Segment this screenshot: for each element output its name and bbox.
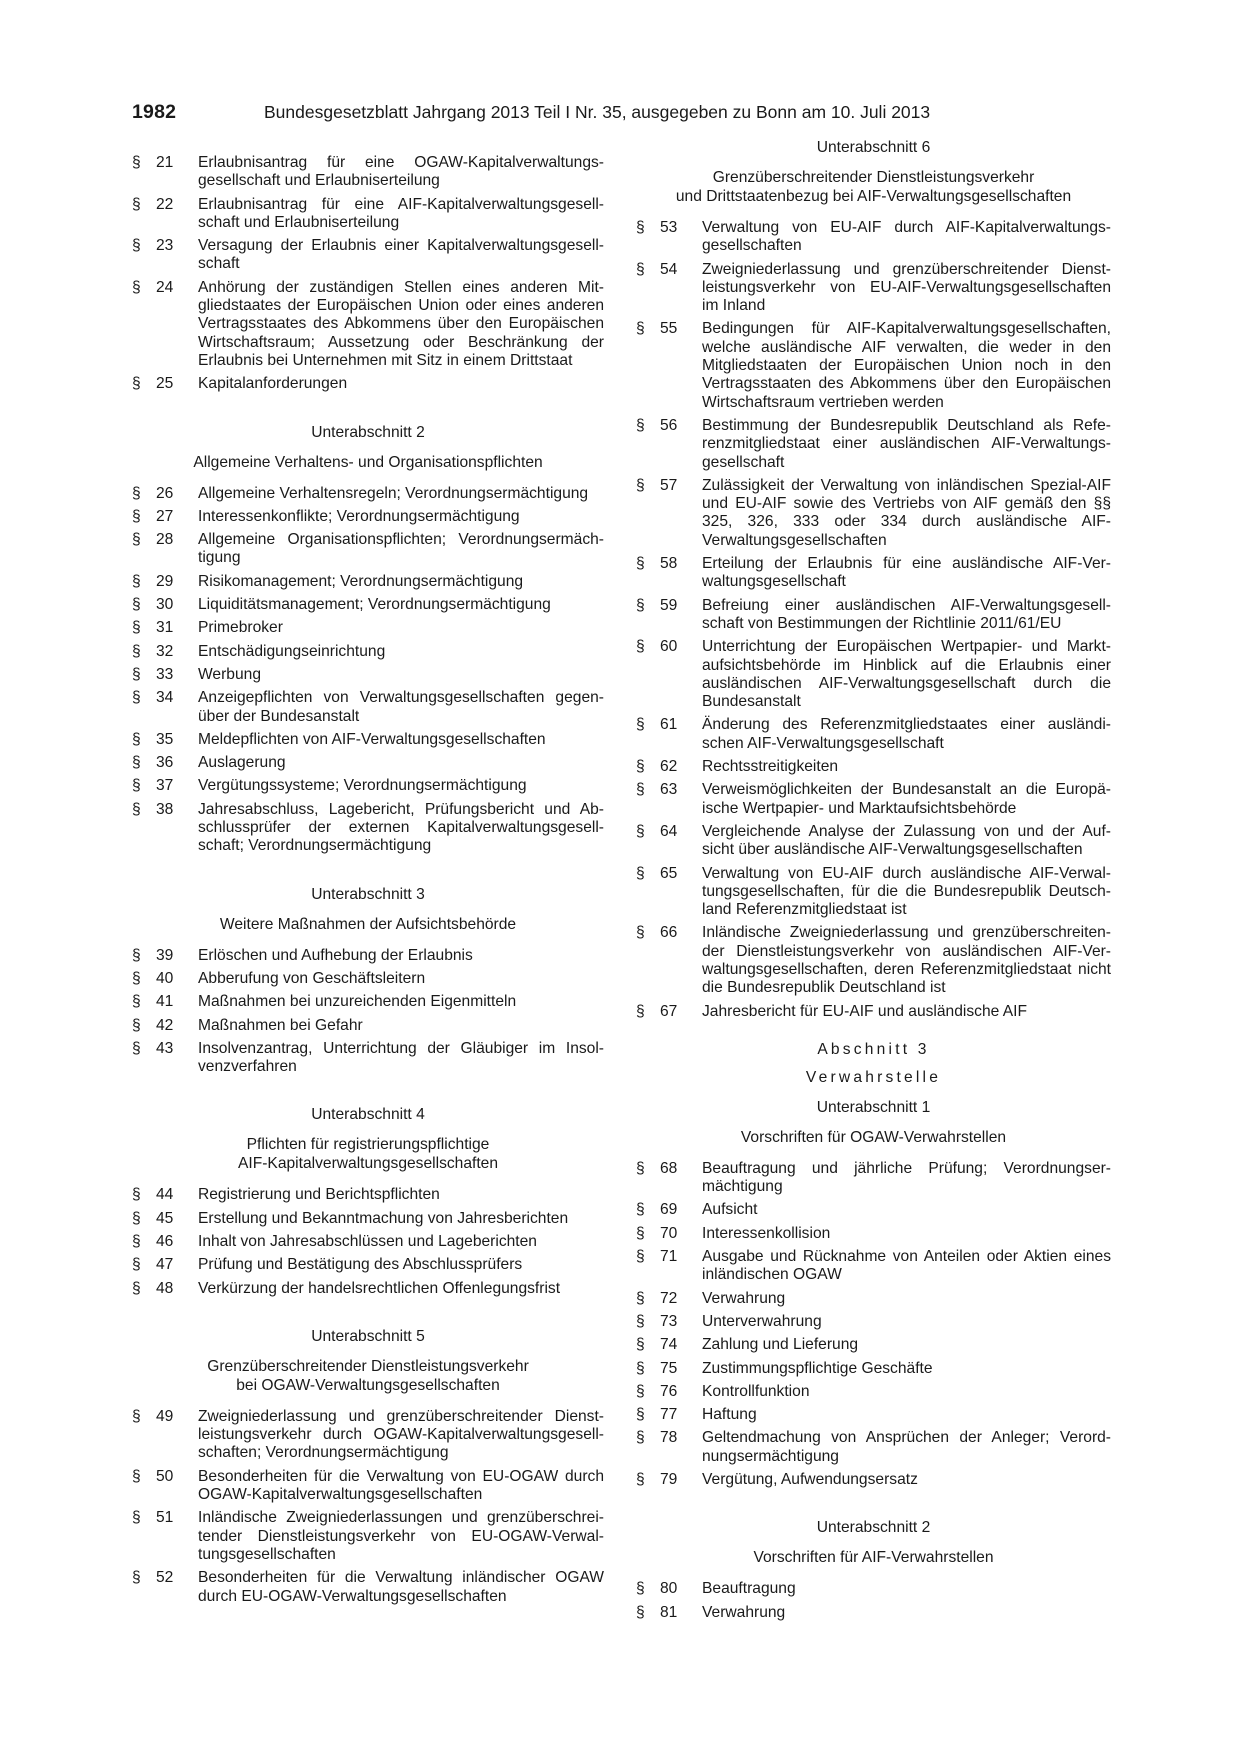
section-symbol: § — [132, 969, 141, 987]
toc-entry — [132, 1280, 604, 1298]
toc-entry — [636, 1429, 1111, 1466]
toc-entry — [132, 1408, 604, 1463]
subsection-block — [132, 423, 604, 856]
section-title: Insolvenzantrag, Unterrichtung der Gläubiger im Insol-venzverfahren — [198, 1039, 604, 1076]
section-title: Risikomanagement; Verordnungsermächtigung — [198, 572, 524, 590]
section-title: Zulässigkeit der Verwaltung von inländischen Spezial-AIF und EU-AIF sowie des Vertriebs von AIF gemäß den §§ 325, 326, 333 oder 334 durch ausländische AIF-Verwaltungsgesellschaften — [702, 476, 1111, 549]
section-number: 81 — [660, 1603, 678, 1621]
toc-entry — [132, 1210, 604, 1228]
section-symbol: § — [636, 1336, 645, 1354]
section-symbol: § — [636, 1159, 645, 1177]
section-symbol: § — [636, 1359, 645, 1377]
toc-entry — [636, 1471, 1111, 1489]
toc-entry — [132, 731, 604, 749]
toc-entry — [132, 196, 604, 233]
section-title: Kontrollfunktion — [702, 1382, 810, 1400]
section-title: Allgemeine Organisationspflichten; Verordnungsermäch-tigung — [198, 531, 604, 567]
section-title: Aufsicht — [702, 1201, 758, 1219]
section-number: 71 — [660, 1248, 678, 1266]
section-symbol: § — [132, 1186, 141, 1204]
toc-entry — [132, 1017, 604, 1035]
abschnitt-title: Verwahrstelle — [805, 1068, 942, 1086]
subsection-heading: Unterabschnitt 3 — [311, 885, 425, 903]
toc-entry — [132, 947, 604, 965]
section-symbol: § — [132, 1209, 141, 1227]
subsection-heading: Unterabschnitt 6 — [816, 139, 931, 156]
section-symbol: § — [132, 237, 141, 255]
section-symbol: § — [636, 716, 645, 734]
section-number: 39 — [156, 946, 174, 964]
section-symbol: § — [636, 1312, 645, 1330]
section-number: 32 — [156, 642, 174, 660]
toc-entry — [636, 597, 1111, 634]
section-symbol: § — [132, 1569, 141, 1587]
section-number: 67 — [660, 1002, 678, 1020]
toc-entry — [636, 1360, 1111, 1378]
section-symbol: § — [636, 476, 645, 494]
section-number: 76 — [660, 1382, 678, 1400]
section-title: Haftung — [702, 1406, 757, 1424]
section-symbol: § — [636, 1289, 645, 1307]
section-title: Jahresabschluss, Lagebericht, Prüfungsbericht und Ab-schlussprüfer der externen Kapitalverwaltungsgesell-schaft; Verordnungsermächtigung — [198, 800, 604, 855]
toc-entry — [132, 777, 604, 795]
section-symbol: § — [636, 1382, 645, 1400]
section-symbol: § — [132, 754, 141, 772]
section-title: Maßnahmen bei unzureichenden Eigenmitteln — [198, 993, 517, 1011]
section-symbol: § — [132, 1039, 141, 1057]
section-number: 44 — [156, 1186, 174, 1204]
toc-entry — [636, 1160, 1111, 1197]
toc-entry — [132, 531, 604, 568]
toc-entry — [132, 1233, 604, 1251]
toc-entry — [636, 758, 1111, 776]
section-title: Erteilung der Erlaubnis für eine ausländische AIF-Ver-waltungsgesellschaft — [702, 555, 1111, 591]
toc-entry-list — [132, 947, 604, 1077]
section-number: 49 — [156, 1407, 174, 1425]
section-symbol: § — [132, 507, 141, 525]
section-title: Zweigniederlassung und grenzüberschreitender Dienst-leistungsverkehr durch OGAW-Kapitalverwaltungsgesell-schaften; Verordnungsermächtigung — [198, 1407, 604, 1462]
toc-entry — [132, 508, 604, 526]
section-symbol: § — [132, 1509, 141, 1527]
toc-entry — [636, 477, 1111, 550]
abschnitt-label: Abschnitt 3 — [817, 1040, 930, 1058]
section-title: Kapitalanforderungen — [198, 375, 348, 393]
section-title: Verkürzung der handelsrechtlichen Offenlegungsfrist — [198, 1279, 561, 1297]
section-number: 65 — [660, 864, 678, 882]
section-symbol: § — [132, 375, 141, 393]
toc-entry — [636, 219, 1111, 256]
section-symbol: § — [132, 278, 141, 296]
section-title: Entschädigungseinrichtung — [198, 642, 386, 660]
toc-entry — [636, 1290, 1111, 1308]
section-title: Bedingungen für AIF-Kapitalverwaltungsgesellschaften, welche ausländische AIF verwalten, die weder in den Mitgliedstaaten der Europäischen Union noch in den Vertragsstaaten des Abkommens über den Europäischen Wirtschaftsraum vertrieben werden — [702, 320, 1111, 411]
section-title: Rechtsstreitigkeiten — [702, 758, 839, 776]
section-title: Erlaubnisantrag für eine OGAW-Kapitalverwaltungs-gesellschaft und Erlaubniserteilung — [198, 154, 604, 190]
toc-entry — [636, 716, 1111, 753]
toc-entry — [636, 555, 1111, 592]
toc-entry — [132, 643, 604, 661]
section-symbol: § — [132, 1016, 141, 1034]
toc-entry — [132, 573, 604, 591]
section-number: 78 — [660, 1429, 678, 1447]
section-number: 38 — [156, 800, 174, 818]
toc-entry — [132, 801, 604, 856]
section-title: Primebroker — [198, 619, 283, 637]
section-number: 51 — [156, 1509, 174, 1527]
toc-entry — [636, 781, 1111, 818]
section-symbol: § — [132, 1279, 141, 1297]
section-number: 25 — [156, 375, 174, 393]
toc-entry — [132, 619, 604, 637]
toc-entry-list — [132, 1186, 604, 1297]
section-symbol: § — [636, 1429, 645, 1447]
toc-entry — [132, 1040, 604, 1077]
toc-entry — [636, 865, 1111, 920]
toc-entry — [132, 1509, 604, 1564]
section-title: Bestimmung der Bundesrepublik Deutschland als Refe-renzmitgliedstaat einer ausländischen AIF-Verwaltungs-gesellschaft — [702, 416, 1111, 471]
section-number: 41 — [156, 993, 174, 1011]
section-number: 28 — [156, 531, 174, 549]
section-symbol: § — [636, 638, 645, 656]
toc-entry — [636, 1336, 1111, 1354]
section-number: 33 — [156, 665, 174, 683]
subsection-title: Allgemeine Verhaltens- und Organisationspflichten — [193, 453, 543, 471]
section-symbol: § — [132, 572, 141, 590]
section-title: Geltendmachung von Ansprüchen der Anleger; Verord-nungsermächtigung — [702, 1429, 1111, 1465]
section-symbol: § — [636, 1471, 645, 1489]
subsection-title: Grenzüberschreitender Dienstleistungsverkehr bei OGAW-Verwaltungsgesellschaften — [207, 1357, 529, 1394]
section-symbol: § — [636, 864, 645, 882]
section-number: 31 — [156, 619, 174, 637]
section-number: 56 — [660, 416, 678, 434]
section-number: 26 — [156, 484, 174, 502]
section-symbol: § — [132, 642, 141, 660]
section-symbol: § — [636, 822, 645, 840]
section-symbol: § — [636, 924, 645, 942]
toc-entry — [636, 1248, 1111, 1285]
section-title: Vergütungssysteme; Verordnungsermächtigung — [198, 777, 527, 795]
section-symbol: § — [132, 665, 141, 683]
section-number: 70 — [660, 1224, 678, 1242]
section-number: 48 — [156, 1279, 174, 1297]
section-symbol: § — [636, 1002, 645, 1020]
section-number: 69 — [660, 1201, 678, 1219]
section-symbol: § — [132, 777, 141, 795]
section-title: Versagung der Erlaubnis einer Kapitalverwaltungsgesell-schaft — [198, 237, 604, 273]
section-number: 68 — [660, 1159, 678, 1177]
section-number: 77 — [660, 1406, 678, 1424]
section-title: Befreiung einer ausländischen AIF-Verwaltungsgesell-schaft von Bestimmungen der Richtlinie 2011/61/EU — [702, 596, 1111, 632]
section-number: 54 — [660, 260, 678, 278]
section-symbol: § — [636, 260, 645, 278]
section-number: 36 — [156, 754, 174, 772]
toc-entry — [132, 1186, 604, 1204]
section-number: 52 — [156, 1569, 174, 1587]
section-symbol: § — [132, 1407, 141, 1425]
section-symbol: § — [636, 1201, 645, 1219]
section-title: Auslagerung — [198, 754, 286, 772]
section-title: Unterverwahrung — [702, 1312, 822, 1330]
section-number: 47 — [156, 1256, 174, 1274]
section-title: Liquiditätsmanagement; Verordnungsermächtigung — [198, 596, 551, 614]
subsection-heading: Unterabschnitt 5 — [311, 1327, 425, 1345]
section-title: Inhalt von Jahresabschlüssen und Lageberichten — [198, 1232, 537, 1250]
toc-entry — [132, 1468, 604, 1505]
toc-entry — [636, 1003, 1111, 1021]
subsection-block — [636, 1098, 1111, 1489]
section-title: Meldepflichten von AIF-Verwaltungsgesellschaften — [198, 730, 546, 748]
subsection-heading: Unterabschnitt 2 — [816, 1519, 931, 1537]
section-symbol: § — [636, 758, 645, 776]
section-title: Interessenkollision — [702, 1224, 831, 1242]
section-number: 75 — [660, 1359, 678, 1377]
section-title: Änderung des Referenzmitgliedstaates einer ausländi-schen AIF-Verwaltungsgesellschaft — [702, 716, 1111, 752]
subsection-block — [636, 1518, 1111, 1622]
toc-entry — [132, 1569, 604, 1606]
section-number: 30 — [156, 596, 174, 614]
subsection-block — [132, 1105, 604, 1297]
section-symbol: § — [636, 320, 645, 338]
toc-entry — [132, 375, 604, 393]
toc-entry — [132, 754, 604, 772]
toc-entry — [132, 154, 604, 191]
section-symbol: § — [132, 1467, 141, 1485]
section-number: 55 — [660, 320, 678, 338]
section-title: Interessenkonflikte; Verordnungsermächtigung — [198, 507, 520, 525]
section-number: 62 — [660, 758, 678, 776]
section-title: Werbung — [198, 665, 261, 683]
section-number: 74 — [660, 1336, 678, 1354]
section-number: 72 — [660, 1289, 678, 1307]
section-symbol: § — [132, 1232, 141, 1250]
abschnitt-block — [636, 1040, 1111, 1087]
section-symbol: § — [132, 195, 141, 213]
section-symbol: § — [132, 993, 141, 1011]
section-symbol: § — [636, 1406, 645, 1424]
section-title: Erlöschen und Aufhebung der Erlaubnis — [198, 946, 473, 964]
section-title: Verwahrung — [702, 1603, 786, 1621]
toc-entry — [132, 279, 604, 370]
section-title: Allgemeine Verhaltensregeln; Verordnungsermächtigung — [198, 484, 589, 502]
toc-entry — [636, 1604, 1111, 1622]
section-title: Inländische Zweigniederlassungen und grenzüberschrei-tender Dienstleistungsverkehr von EU-OGAW-Verwal-tungsgesellschaften — [198, 1509, 604, 1563]
toc-entry — [636, 924, 1111, 997]
toc-entry-list — [636, 219, 1111, 1021]
section-title: Unterrichtung der Europäischen Wertpapier- und Markt-aufsichtsbehörde im Hinblick auf die Erlaubnis einer ausländischen AIF-Verwaltungsgesellschaft durch die Bundesanstalt — [702, 638, 1111, 711]
section-symbol: § — [636, 781, 645, 799]
section-number: 50 — [156, 1467, 174, 1485]
subsection-title: Vorschriften für OGAW-Verwahrstellen — [740, 1128, 1007, 1146]
toc-entry — [132, 993, 604, 1011]
section-title: Verwaltung von EU-AIF durch AIF-Kapitalverwaltungs-gesellschaften — [702, 219, 1111, 255]
section-title: Maßnahmen bei Gefahr — [198, 1016, 363, 1034]
section-symbol: § — [636, 555, 645, 573]
toc-entry — [636, 1580, 1111, 1598]
section-number: 63 — [660, 781, 678, 799]
section-number: 79 — [660, 1471, 678, 1489]
toc-entry — [636, 417, 1111, 472]
toc-entry — [132, 237, 604, 274]
right-sections-first — [636, 138, 1111, 1021]
section-number: 29 — [156, 572, 174, 590]
toc-entry — [132, 689, 604, 726]
section-title: Anhörung der zuständigen Stellen eines anderen Mit-gliedstaates der Europäischen Union oder eines anderen Vertragsstaates des Abkommens über den Europäischen Wirtschaftsraum; Aussetzung oder Beschränkung der Erlaubnis bei Unternehmen mit Sitz in einem Drittstaat — [198, 278, 604, 369]
subsection-heading: Unterabschnitt 2 — [311, 423, 425, 441]
toc-entry — [636, 823, 1111, 860]
section-number: 42 — [156, 1016, 174, 1034]
section-symbol: § — [636, 1580, 645, 1598]
subsection-title: Weitere Maßnahmen der Aufsichtsbehörde — [219, 915, 517, 933]
section-title: Abberufung von Geschäftsleitern — [198, 969, 426, 987]
section-symbol: § — [132, 619, 141, 637]
right-column — [636, 139, 1111, 1627]
section-symbol: § — [132, 689, 141, 707]
right-sections-after — [636, 1098, 1111, 1622]
toc-entry-list — [636, 1580, 1111, 1622]
section-title: Beauftragung und jährliche Prüfung; Verordnungser-mächtigung — [702, 1159, 1111, 1196]
section-number: 73 — [660, 1312, 678, 1330]
left-column — [132, 154, 604, 1611]
subsection-title: Grenzüberschreitender Dienstleistungsverkehr und Drittstaatenbezug bei AIF-Verwaltungsgesellschaften — [675, 169, 1072, 205]
section-number: 57 — [660, 476, 678, 494]
toc-entry — [636, 1201, 1111, 1219]
toc-entry — [636, 638, 1111, 711]
section-number: 80 — [660, 1580, 678, 1598]
section-title: Verweismöglichkeiten der Bundesanstalt an die Europä-ische Wertpapier- und Marktaufsichtsbehörde — [702, 781, 1111, 817]
section-title: Beauftragung — [702, 1580, 796, 1598]
toc-entry — [132, 485, 604, 503]
section-title: Registrierung und Berichtspflichten — [198, 1186, 440, 1204]
toc-entry — [636, 1225, 1111, 1243]
subsection-heading: Unterabschnitt 4 — [311, 1106, 425, 1124]
section-number: 66 — [660, 924, 678, 942]
section-number: 43 — [156, 1039, 174, 1057]
toc-entry — [636, 1313, 1111, 1331]
section-number: 60 — [660, 638, 678, 656]
toc-entry-list — [132, 1408, 604, 1606]
section-title: Anzeigepflichten von Verwaltungsgesellschaften gegen-über der Bundesanstalt — [198, 689, 604, 725]
section-number: 61 — [660, 716, 678, 734]
running-title: Bundesgesetzblatt Jahrgang 2013 Teil I Nr. 35, ausgegeben zu Bonn am 10. Juli 2013 — [264, 102, 931, 122]
toc-entry — [636, 1406, 1111, 1424]
section-symbol: § — [132, 531, 141, 549]
toc-entry — [636, 320, 1111, 411]
subsection-title: Vorschriften für AIF-Verwahrstellen — [753, 1549, 994, 1567]
section-symbol: § — [636, 219, 645, 236]
toc-entry — [132, 596, 604, 614]
toc-entry — [636, 1383, 1111, 1401]
section-symbol: § — [636, 1603, 645, 1621]
section-symbol: § — [132, 596, 141, 614]
section-title: Prüfung und Bestätigung des Abschlussprüfers — [198, 1256, 523, 1274]
section-title: Besonderheiten für die Verwaltung inländischer OGAW durch EU-OGAW-Verwaltungsgesellschaften — [198, 1569, 604, 1605]
section-title: Inländische Zweigniederlassung und grenzüberschreiten-der Dienstleistungsverkehr von ausländischen AIF-Ver-waltungsgesellschaften, deren Referenzmitgliedstaat nicht die Bundesrepublik Deutschland ist — [702, 924, 1111, 997]
section-title: Verwaltung von EU-AIF durch ausländische AIF-Verwal-tungsgesellschaften, für die die Bundesrepublik Deutsch-land Referenzmitgliedstaat ist — [702, 864, 1111, 919]
subsection-block — [132, 1327, 604, 1606]
section-symbol: § — [636, 1248, 645, 1266]
section-title: Erlaubnisantrag für eine AIF-Kapitalverwaltungsgesell-schaft und Erlaubniserteilung — [198, 195, 604, 231]
section-number: 59 — [660, 596, 678, 614]
toc-entry-list — [132, 485, 604, 856]
section-title: Besonderheiten für die Verwaltung von EU-OGAW durch OGAW-Kapitalverwaltungsgesellschaften — [198, 1467, 604, 1504]
section-symbol: § — [132, 730, 141, 748]
section-title: Erstellung und Bekanntmachung von Jahresberichten — [198, 1209, 569, 1227]
section-number: 23 — [156, 237, 174, 255]
section-title: Vergleichende Analyse der Zulassung von und der Auf-sicht über ausländische AIF-Verwaltungsgesellschaften — [702, 822, 1111, 859]
section-number: 27 — [156, 507, 174, 525]
section-title: Zahlung und Lieferung — [702, 1336, 859, 1354]
intro-entry-list — [132, 154, 604, 394]
toc-entry — [132, 666, 604, 684]
section-title: Zweigniederlassung und grenzüberschreitender Dienst-leistungsverkehr von EU-AIF-Verwaltungsgesellschaften im Inland — [702, 260, 1111, 315]
section-number: 58 — [660, 555, 678, 573]
section-number: 22 — [156, 195, 174, 213]
section-symbol: § — [132, 154, 141, 171]
section-number: 37 — [156, 777, 174, 795]
section-number: 53 — [660, 219, 678, 236]
section-number: 24 — [156, 278, 174, 296]
page-number: 1982 — [132, 101, 177, 123]
section-number: 34 — [156, 689, 174, 707]
section-symbol: § — [636, 416, 645, 434]
section-symbol: § — [132, 946, 141, 964]
toc-entry — [132, 1256, 604, 1274]
section-title: Jahresbericht für EU-AIF und ausländische AIF — [702, 1002, 1028, 1020]
toc-entry-list — [636, 1160, 1111, 1489]
toc-entry — [132, 970, 604, 988]
section-number: 46 — [156, 1232, 174, 1250]
left-sections — [132, 423, 604, 1606]
subsection-title: Pflichten für registrierungspflichtige AIF-Kapitalverwaltungsgesellschaften — [237, 1136, 499, 1173]
section-title: Ausgabe und Rücknahme von Anteilen oder Aktien eines inländischen OGAW — [702, 1248, 1111, 1284]
section-symbol: § — [636, 596, 645, 614]
section-number: 21 — [156, 154, 174, 171]
section-number: 64 — [660, 822, 678, 840]
subsection-block — [132, 885, 604, 1077]
section-title: Zustimmungspflichtige Geschäfte — [702, 1359, 933, 1377]
page-header — [132, 101, 980, 125]
section-number: 45 — [156, 1209, 174, 1227]
subsection-block — [636, 138, 1111, 1021]
section-symbol: § — [132, 484, 141, 502]
section-symbol: § — [132, 800, 141, 818]
section-number: 40 — [156, 969, 174, 987]
section-number: 35 — [156, 730, 174, 748]
section-symbol: § — [636, 1224, 645, 1242]
subsection-heading: Unterabschnitt 1 — [816, 1098, 931, 1116]
section-symbol: § — [132, 1256, 141, 1274]
toc-entry — [636, 261, 1111, 316]
section-title: Verwahrung — [702, 1289, 786, 1307]
section-title: Vergütung, Aufwendungsersatz — [702, 1471, 918, 1489]
